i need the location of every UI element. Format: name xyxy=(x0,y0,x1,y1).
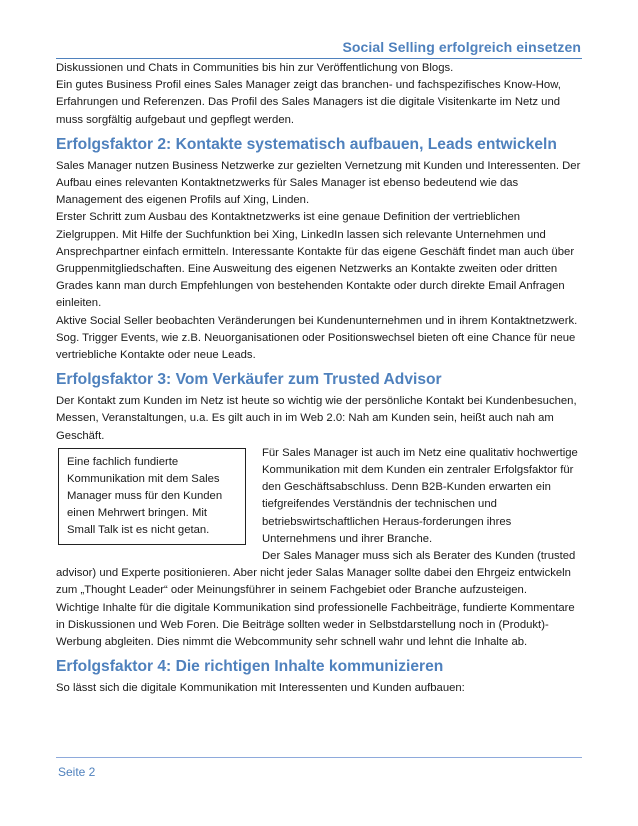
section-3-paragraph-3: Der Sales Manager muss sich als Berater des Kunden (trusted advisor) und Experte positionieren. Aber nicht jeder Salas Manager sollte dabei den Ehrgeiz entwickeln zum „Thought Leader“ oder Meinungsführer in seinem Fachgebiet oder Branche aufzusteigen. xyxy=(56,550,576,597)
page-number: Seite 2 xyxy=(58,765,96,779)
section-2-heading: Erfolgsfaktor 2: Kontakte systematisch aufbauen, Leads entwickeln xyxy=(56,135,557,153)
header-divider xyxy=(56,58,582,59)
callout-box: Eine fachlich fundierte Kommunikation mit dem Sales Manager muss für den Kunden einen Mehrwert bringen. Mit Small Talk ist es nicht getan. xyxy=(58,448,246,545)
section-4-heading: Erfolgsfaktor 4: Die richtigen Inhalte kommunizieren xyxy=(56,658,444,676)
callout-wrap xyxy=(56,445,582,600)
intro-paragraph-2: Ein gutes Business Profil eines Sales Manager zeigt das branchen- und fachspezifisches Know-How, Erfahrungen und Referenzen. Das Profil des Sales Managers ist die digitale Visitenkarte im Netz und muss sorgfältig aufgebaut und gepflegt werden. xyxy=(56,79,561,126)
section-2-paragraph-1: Sales Manager nutzen Business Netzwerke zur gezielten Vernetzung mit Kunden und Interessenten. Der Aufbau eines relevanten Kontaktnetzwerks für Sales Manager ist ebenso bedeutend wie das Management des eigenen Profils auf Xing, Linden. xyxy=(56,159,581,207)
section-4-paragraph-1: So lässt sich die digitale Kommunikation mit Interessenten und Kunden aufbauen: xyxy=(56,682,465,695)
footer-divider xyxy=(56,757,582,758)
section-3-paragraph-4: Wichtige Inhalte für die digitale Kommunikation sind professionelle Fachbeiträge, fundierte Kommentare in Diskussionen und Web Foren. Die Beiträge sollten weder in Selbstdarstellung noch in (Produkt)-Werbung abgleiten. Dies nimmt die Webcommunity sehr schnell wahr und lehnt die Inhalte ab. xyxy=(56,601,575,649)
running-header-title: Social Selling erfolgreich einsetzen xyxy=(342,39,581,55)
section-3-heading: Erfolgsfaktor 3: Vom Verkäufer zum Trusted Advisor xyxy=(56,371,442,389)
section-2-paragraph-2: Erster Schritt zum Ausbau des Kontaktnetzwerks ist eine genaue Definition der vertrieblichen Zielgruppen. Mit Hilfe der Suchfunktion bei Xing, LinkedIn lassen sich relevante Unternehmen und Ansprechpartner einfach ermitteln. Interessante Kontakte für das eigene Geschäft findet man auch über Gruppenmitgliedschaften. Eine Ausweitung des eigenen Netzwerks an Kontakte zweiten oder dritten Grades kann man durch Empfehlungen von bestehenden Kontakte oder durch direkte Email Anfragen einleiten. xyxy=(56,211,575,310)
section-3-paragraph-2: Für Sales Manager ist auch im Netz eine qualitativ hochwertige Kommunikation mit dem Kunden ein zentraler Erfolgsfaktor für den Geschäftsabschluss. Denn B2B-Kunden erwarten ein tiefgreifendes Verständnis der technischen und betriebswirtschaftlichen Heraus-forderungen ihres Unternehmens und ihrer Branche. xyxy=(262,446,578,545)
intro-paragraph-1: Diskussionen und Chats in Communities bis hin zur Veröffentlichung von Blogs. xyxy=(56,62,454,74)
section-3-paragraph-1: Der Kontakt zum Kunden im Netz ist heute so wichtig wie der persönliche Kontakt bei Kundenbesuchen, Messen, Veranstaltungen, u.a. Es gilt auch in im Web 2.0: Nah am Kunden sein, heißt auch nah am Geschäft. xyxy=(56,395,577,442)
page-body xyxy=(56,60,582,698)
section-2-paragraph-3: Aktive Social Seller beobachten Veränderungen bei Kundenunternehmen und in ihrem Kontaktnetzwerk. Sog. Trigger Events, wie z.B. Neuorganisationen oder Positionswechsel bieten oft eine Chance für neue vertriebliche Kontakte oder neue Leads. xyxy=(56,314,578,362)
